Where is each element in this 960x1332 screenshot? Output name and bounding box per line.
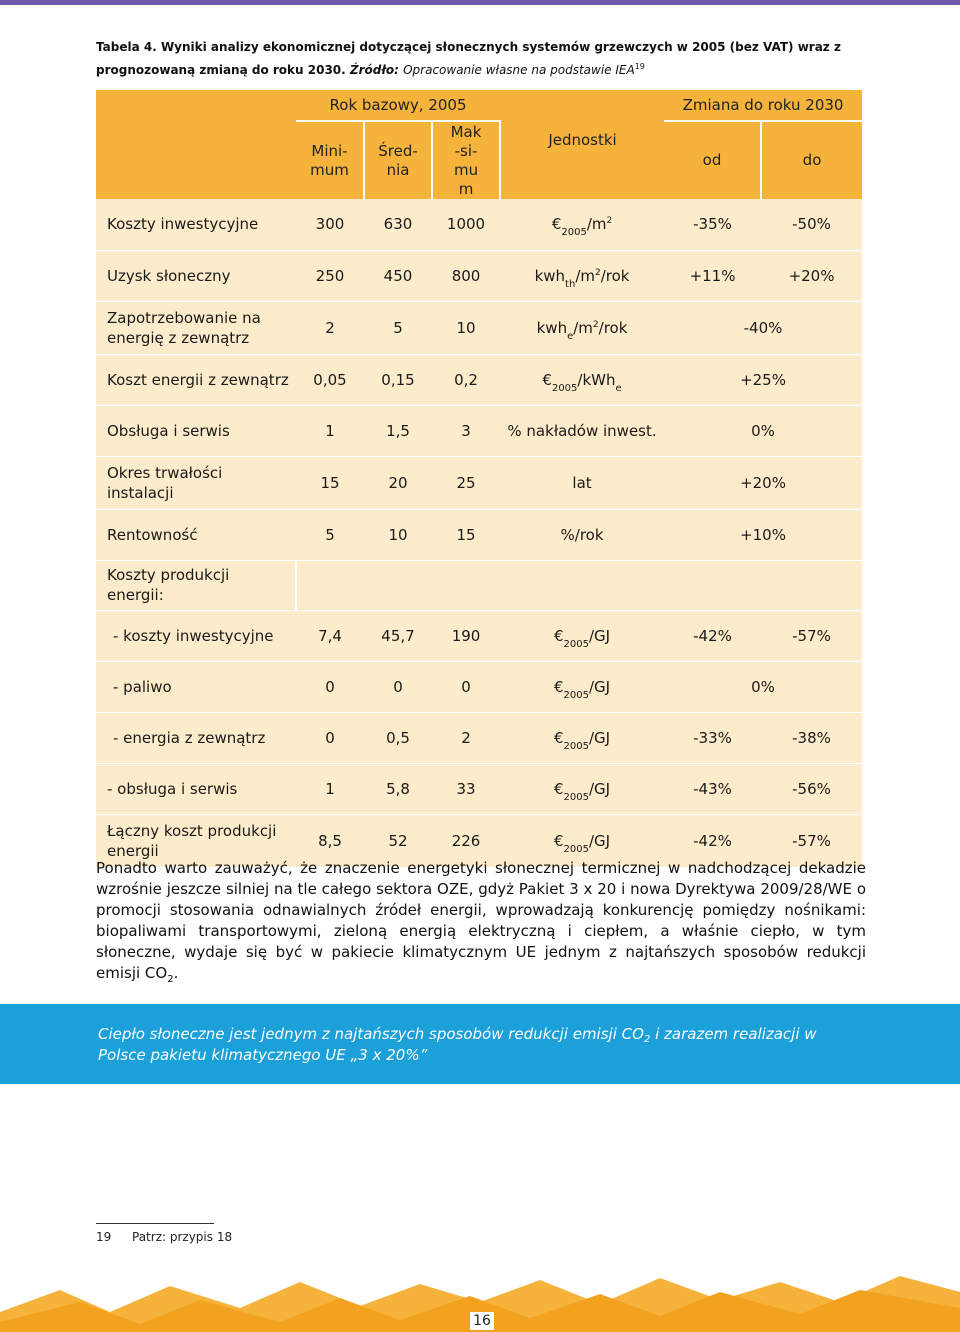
- header-avg-label: Śred-nia: [378, 141, 418, 179]
- footnote: [96, 1230, 232, 1244]
- table-row: [96, 456, 862, 509]
- cell-from: -43%: [664, 763, 761, 814]
- unit-th: th: [565, 278, 576, 290]
- row-label: Koszty inwestycyjne: [96, 199, 296, 250]
- cell-unit: [500, 354, 664, 405]
- cell-change: +25%: [664, 354, 862, 405]
- cell-max: 33: [432, 763, 500, 814]
- unit-kwh: kwh: [536, 318, 568, 337]
- callout-after: i zarazem realizacji w Polsce pakietu klimatycznego UE „3 x 20%”: [98, 1025, 817, 1064]
- cell-unit: [500, 301, 664, 354]
- cell-unit: [500, 199, 664, 250]
- header-min-label: Mini-mum: [310, 141, 349, 179]
- cell-unit: [500, 763, 664, 814]
- row-label: - obsługa i serwis: [96, 763, 296, 814]
- cell-min: 0: [296, 712, 364, 763]
- row-label: Łączny koszt produkcji energii: [96, 814, 296, 867]
- cell-avg: 5,8: [364, 763, 432, 814]
- paragraph-text: Ponadto warto zauważyć, że znaczenie energetyki słonecznej termicznej w nadchodzącej dekadzie wzrośnie jeszcze silniej na tle całego sektora OZE, gdyż Pakiet 3 x 20 i nowa Dyrektywa 2009/28/WE o promocji stosowania odnawialnych źródeł energii, wprowadzają konkurencję pomiędzy nośnikami: biopaliwami transportowymi, zieloną energią elektryczną i ciepłem, a właśnie ciepło, w tym słoneczne, wydaje się być w pakiecie klimatycznym UE jednym z najtańszych sposobów redukcji emisji CO: [96, 859, 866, 982]
- row-label: Uzysk słoneczny: [96, 250, 296, 301]
- unit-year: 2005: [561, 227, 587, 239]
- cell-min: 8,5: [296, 814, 364, 867]
- table-row: [96, 661, 862, 712]
- caption-main: Tabela 4. Wyniki analizy ekonomicznej dotyczącej słonecznych systemów grzewczych w 2005 (bez VAT) wraz z prognozowaną zmianą do roku 2030.: [96, 40, 841, 77]
- cell-min: 7,4: [296, 610, 364, 661]
- cell-to: -56%: [761, 763, 862, 814]
- unit-sq: 2: [606, 216, 613, 227]
- cell-change: +20%: [664, 456, 862, 509]
- table-row: [96, 405, 862, 456]
- header-avg: [364, 121, 432, 199]
- cell-change: -40%: [664, 301, 862, 354]
- table-row: [96, 301, 862, 354]
- euro-sign: €: [553, 831, 564, 850]
- row-label: - energia z zewnątrz: [96, 712, 296, 763]
- unit-m: /m: [575, 266, 595, 285]
- euro-sign: €: [553, 626, 564, 645]
- cell-unit: [500, 661, 664, 712]
- unit-sq: 2: [592, 319, 599, 330]
- table-row: [96, 763, 862, 814]
- unit-year-rate: /rok: [598, 318, 628, 337]
- cell-min: 250: [296, 250, 364, 301]
- header-units: Jednostki: [500, 121, 664, 199]
- table-row: [96, 199, 862, 250]
- cell-unit: %/rok: [500, 509, 664, 560]
- cell-min: 2: [296, 301, 364, 354]
- table-row: [96, 560, 862, 610]
- cell-max: 15: [432, 509, 500, 560]
- row-label: Rentowność: [96, 509, 296, 560]
- cell-to: -38%: [761, 712, 862, 763]
- header-max: [432, 121, 500, 199]
- cell-from: +11%: [664, 250, 761, 301]
- cell-avg: 10: [364, 509, 432, 560]
- cell-to: -50%: [761, 199, 862, 250]
- footnote-rule: [96, 1223, 214, 1224]
- unit-year: 2005: [563, 843, 589, 855]
- unit-m: /m: [573, 318, 593, 337]
- row-label: Obsługa i serwis: [96, 405, 296, 456]
- cell-max: 1000: [432, 199, 500, 250]
- row-label: - paliwo: [96, 661, 296, 712]
- unit-year: 2005: [563, 638, 589, 650]
- cell-avg: 52: [364, 814, 432, 867]
- unit-year: 2005: [551, 382, 578, 394]
- header-max-label: Mak-si-mum: [450, 122, 482, 198]
- footnote-number: 19: [96, 1230, 112, 1244]
- row-label: Koszt energii z zewnątrz: [96, 354, 296, 405]
- euro-sign: €: [553, 779, 564, 798]
- table-row: [96, 354, 862, 405]
- cell-from: -33%: [664, 712, 761, 763]
- top-color-bar: [0, 0, 960, 5]
- body-paragraph: [96, 858, 866, 984]
- cell-min: 1: [296, 763, 364, 814]
- table-row: [96, 610, 862, 661]
- row-label: Zapotrzebowanie na energię z zewnątrz: [96, 301, 296, 354]
- paragraph-end: .: [173, 964, 179, 982]
- unit-kwh: /kWh: [577, 370, 616, 389]
- cell-from: -42%: [664, 610, 761, 661]
- unit-kwh: kwh: [534, 266, 566, 285]
- euro-sign: €: [553, 728, 564, 747]
- header-corner: [96, 90, 296, 199]
- table-row: [96, 250, 862, 301]
- unit-gj: /GJ: [588, 728, 611, 747]
- unit-gj: /GJ: [588, 626, 611, 645]
- row-label: - koszty inwestycyjne: [96, 610, 296, 661]
- cell-unit: [500, 712, 664, 763]
- unit-e: e: [615, 382, 622, 394]
- cell-from: -42%: [664, 814, 761, 867]
- cell-unit: [500, 610, 664, 661]
- cell-max: 800: [432, 250, 500, 301]
- unit-year: 2005: [563, 791, 589, 803]
- euro-sign: €: [542, 370, 552, 389]
- euro-sign: €: [551, 215, 562, 234]
- cell-max: 2: [432, 712, 500, 763]
- results-table: [96, 90, 862, 868]
- cell-avg: 20: [364, 456, 432, 509]
- cell-max: 190: [432, 610, 500, 661]
- unit-sq: 2: [594, 267, 601, 278]
- cell-max: 226: [432, 814, 500, 867]
- cell-from: -35%: [664, 199, 761, 250]
- table-caption: [96, 38, 866, 80]
- cell-avg: 1,5: [364, 405, 432, 456]
- cell-min: 300: [296, 199, 364, 250]
- unit-year: 2005: [563, 689, 589, 701]
- header-change-2030: Zmiana do roku 2030: [664, 90, 862, 121]
- unit-gj: /GJ: [588, 677, 611, 696]
- cell-min: 15: [296, 456, 364, 509]
- cell-max: 25: [432, 456, 500, 509]
- callout-before: Ciepło słoneczne jest jednym z najtańszych sposobów redukcji emisji CO: [98, 1025, 644, 1043]
- co2-subscript: 2: [167, 974, 174, 985]
- cell-avg: 0: [364, 661, 432, 712]
- unit-gj: /GJ: [588, 779, 611, 798]
- header-to: do: [761, 121, 862, 199]
- cell-avg: 630: [364, 199, 432, 250]
- cell-to: +20%: [761, 250, 862, 301]
- table-row: [96, 712, 862, 763]
- page-number: 16: [470, 1312, 494, 1330]
- cell-avg: 0,15: [364, 354, 432, 405]
- header-base-year: Rok bazowy, 2005: [296, 90, 500, 121]
- cell-max: 0: [432, 661, 500, 712]
- cell-unit: lat: [500, 456, 664, 509]
- cell-max: 10: [432, 301, 500, 354]
- cell-avg: 450: [364, 250, 432, 301]
- cell-to: -57%: [761, 610, 862, 661]
- unit-gj: /GJ: [588, 831, 611, 850]
- cell-max: 3: [432, 405, 500, 456]
- header-from: od: [664, 121, 761, 199]
- unit-m: /m: [586, 215, 607, 234]
- row-label: Koszty produkcji energii:: [96, 560, 296, 610]
- cell-avg: 0,5: [364, 712, 432, 763]
- cell-unit: [500, 250, 664, 301]
- row-label: Okres trwałości instalacji: [96, 456, 296, 509]
- caption-source-text: Opracowanie własne na podstawie IEA: [403, 63, 635, 77]
- cell-change: +10%: [664, 509, 862, 560]
- cell-to: -57%: [761, 814, 862, 867]
- unit-year-rate: /rok: [600, 266, 630, 285]
- callout-text: [98, 1024, 858, 1066]
- unit-year: 2005: [563, 740, 589, 752]
- cell-avg: 45,7: [364, 610, 432, 661]
- cell-change: 0%: [664, 661, 862, 712]
- section-blank: [296, 560, 862, 610]
- cell-min: 1: [296, 405, 364, 456]
- unit-e: e: [567, 330, 574, 342]
- cell-change: 0%: [664, 405, 862, 456]
- table-row: [96, 509, 862, 560]
- cell-avg: 5: [364, 301, 432, 354]
- caption-source-label: Źródło:: [349, 63, 399, 77]
- euro-sign: €: [553, 677, 564, 696]
- header-min: [296, 121, 364, 199]
- cell-unit: % nakładów inwest.: [500, 405, 664, 456]
- caption-footnote-ref: 19: [634, 62, 645, 71]
- cell-max: 0,2: [432, 354, 500, 405]
- cell-min: 0: [296, 661, 364, 712]
- cell-min: 0,05: [296, 354, 364, 405]
- cell-min: 5: [296, 509, 364, 560]
- callout-co2-sub: 2: [643, 1034, 651, 1045]
- footnote-text: Patrz: przypis 18: [132, 1230, 233, 1244]
- header-spacer: [500, 90, 664, 121]
